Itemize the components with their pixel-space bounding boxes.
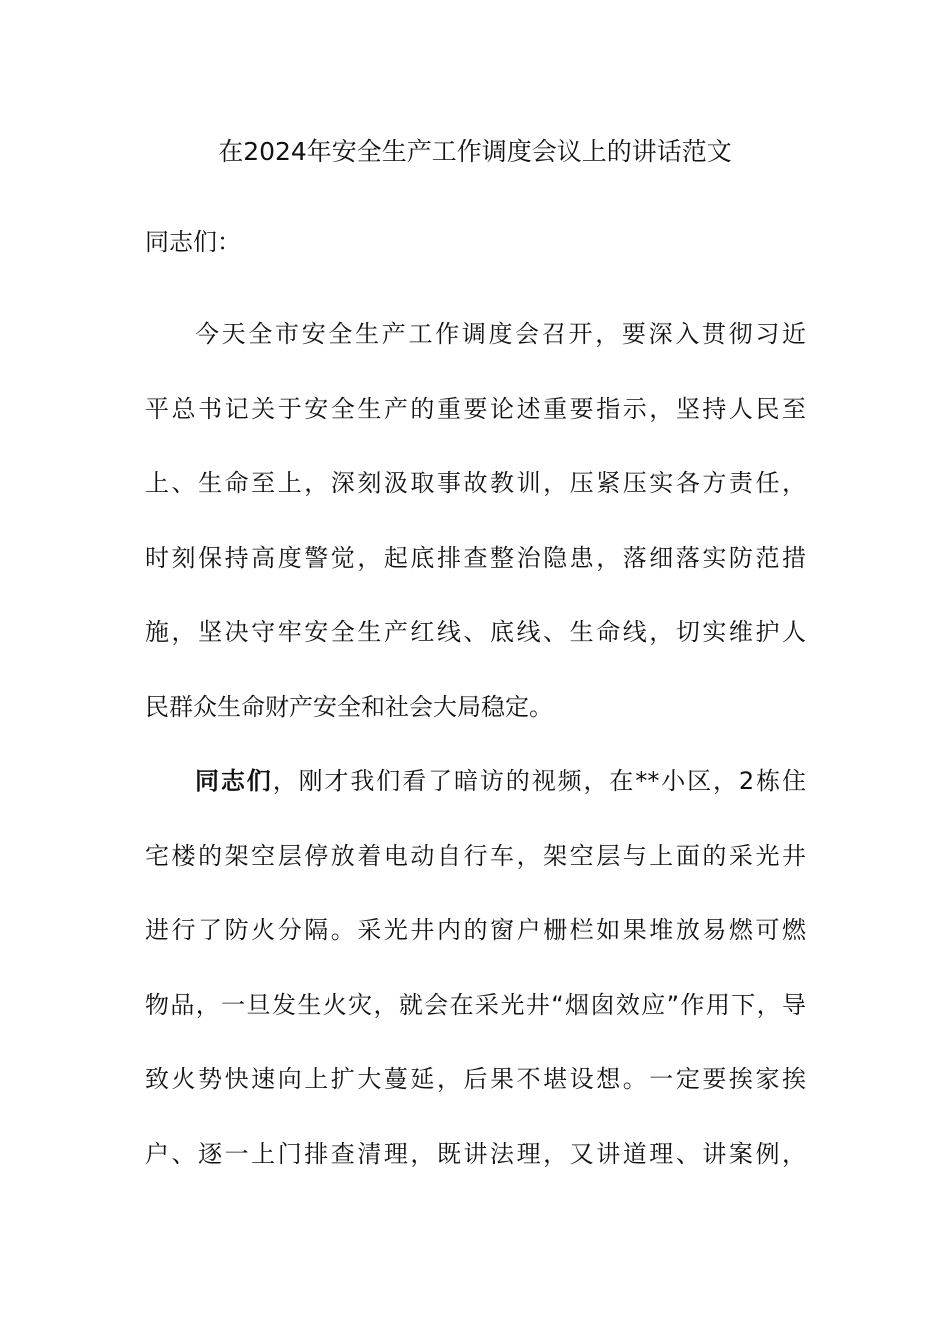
paragraph-2-line: 致火势快速向上扩大蔓延，后果不堪设想。一定要挨家挨 [145, 1065, 806, 1093]
paragraph-1-line: 施，坚决守牢安全生产红线、底线、生命线，切实维护人 [145, 618, 806, 646]
first-line-rest: ，刚才我们看了暗访的视频，在**小区，2栋住 [272, 767, 806, 795]
paragraph-2-line: 宅楼的架空层停放着电动自行车，架空层与上面的采光井 [145, 841, 806, 870]
paragraph-2-first-line [145, 763, 806, 838]
document-body [145, 316, 806, 1210]
bold-lead: 同志们 [195, 767, 273, 795]
document-title: 在2024年安全生产工作调度会议上的讲话范文 [218, 137, 732, 166]
greeting: 同志们： [145, 228, 241, 256]
paragraph-1-line: 民群众生命财产安全和社会大局稳定。 [145, 692, 553, 721]
paragraph-2-line: 进行了防火分隔。采光井内的窗户栅栏如果堆放易燃可燃 [145, 916, 806, 944]
paragraph-2-line: 户、逐一上门排查清理，既讲法理，又讲道理、讲案例， [145, 1139, 806, 1168]
paragraph-1-line: 平总书记关于安全生产的重要论述重要指示，坚持人民至 [145, 394, 806, 423]
paragraph-1-line: 上、生命至上，深刻汲取事故教训，压紧压实各方责任， [145, 469, 806, 497]
paragraph-1-line: 时刻保持高度警觉，起底排查整治隐患，落细落实防范措 [145, 543, 806, 572]
paragraph-1-line: 今天全市安全生产工作调度会召开，要深入贯彻习近 [195, 320, 806, 348]
paragraph-2-line: 物品，一旦发生火灾，就会在采光井“烟囱效应”作用下，导 [145, 990, 806, 1019]
